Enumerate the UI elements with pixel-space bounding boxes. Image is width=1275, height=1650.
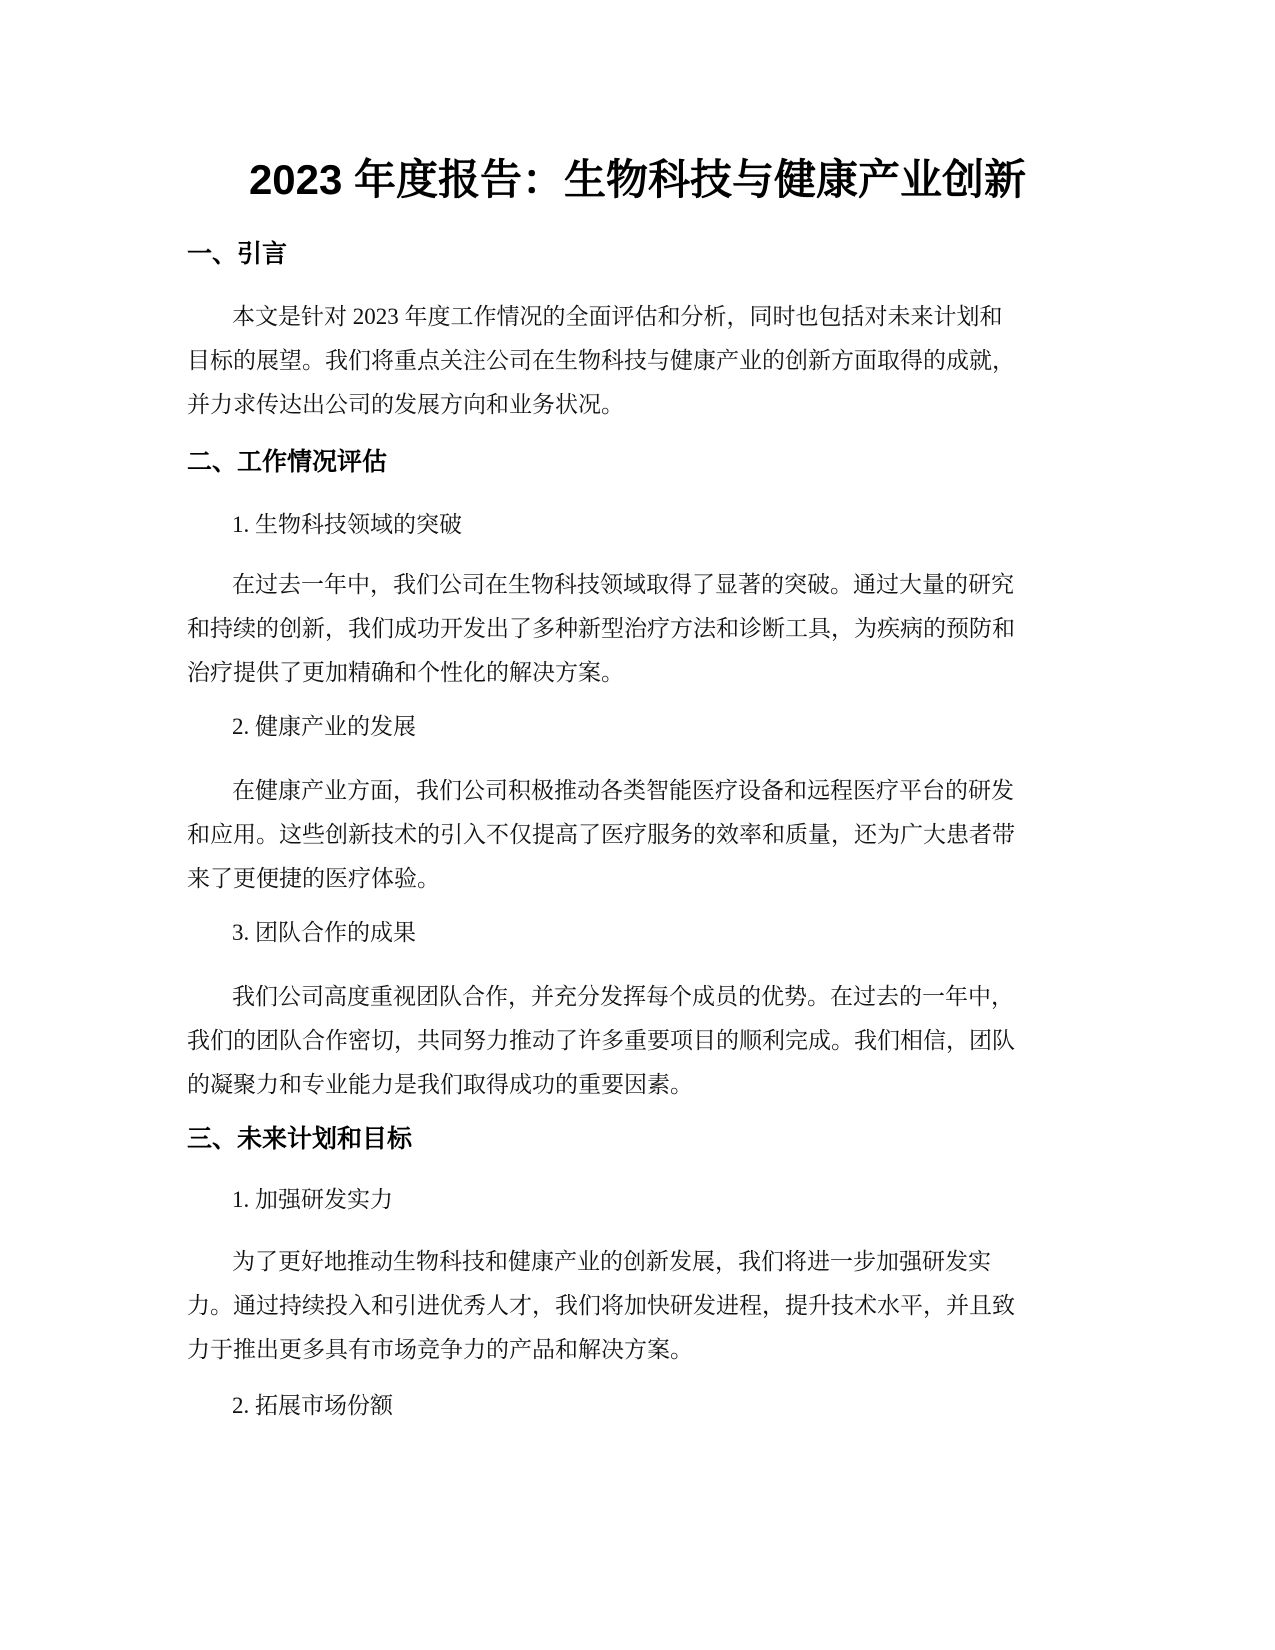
paragraph-line: 为了更好地推动生物科技和健康产业的创新发展，我们将进一步加强研发实 <box>232 1249 991 1274</box>
paragraph-line: 力于推出更多具有市场竞争力的产品和解决方案。 <box>187 1337 693 1362</box>
subsection-label-biotech-breakthrough: 1. 生物科技领域的突破 <box>232 512 462 537</box>
paragraph-line: 目标的展望。我们将重点关注公司在生物科技与健康产业的创新方面取得的成就， <box>187 348 1015 373</box>
document-title: 2023 年度报告：生物科技与健康产业创新 <box>248 156 1027 203</box>
subsection-label-health-industry: 2. 健康产业的发展 <box>232 714 416 739</box>
introduction-paragraph <box>187 295 1090 427</box>
rd-strength-paragraph <box>187 1240 1090 1372</box>
section-heading-future-plans: 三、未来计划和目标 <box>187 1125 413 1153</box>
paragraph-line: 治疗提供了更加精确和个性化的解决方案。 <box>187 660 624 685</box>
subsection-label-rd-strength: 1. 加强研发实力 <box>232 1187 393 1212</box>
paragraph-line: 来了更便捷的医疗体验。 <box>187 866 440 891</box>
subsection-label-market-share: 2. 拓展市场份额 <box>232 1393 393 1418</box>
paragraph-line: 和持续的创新，我们成功开发出了多种新型治疗方法和诊断工具，为疾病的预防和 <box>187 616 1015 641</box>
paragraph-line: 在健康产业方面，我们公司积极推动各类智能医疗设备和远程医疗平台的研发 <box>232 778 1014 803</box>
paragraph-line: 在过去一年中，我们公司在生物科技领域取得了显著的突破。通过大量的研究 <box>232 572 1014 597</box>
paragraph-line: 我们公司高度重视团队合作，并充分发挥每个成员的优势。在过去的一年中， <box>232 984 1014 1009</box>
paragraph-line: 我们的团队合作密切，共同努力推动了许多重要项目的顺利完成。我们相信，团队 <box>187 1028 1015 1053</box>
paragraph-line: 力。通过持续投入和引进优秀人才，我们将加快研发进程，提升技术水平，并且致 <box>187 1293 1015 1318</box>
paragraph-line: 的凝聚力和专业能力是我们取得成功的重要因素。 <box>187 1072 693 1097</box>
subsection-label-teamwork: 3. 团队合作的成果 <box>232 920 416 945</box>
paragraph-line: 和应用。这些创新技术的引入不仅提高了医疗服务的效率和质量，还为广大患者带 <box>187 822 1015 847</box>
biotech-breakthrough-paragraph <box>187 563 1090 695</box>
paragraph-line: 并力求传达出公司的发展方向和业务状况。 <box>187 392 624 417</box>
paragraph-line: 本文是针对 2023 年度工作情况的全面评估和分析，同时也包括对未来计划和 <box>232 304 1003 329</box>
teamwork-paragraph <box>187 975 1090 1107</box>
section-heading-work-evaluation: 二、工作情况评估 <box>187 448 388 476</box>
section-heading-introduction: 一、引言 <box>187 240 288 268</box>
health-industry-paragraph <box>187 769 1090 901</box>
